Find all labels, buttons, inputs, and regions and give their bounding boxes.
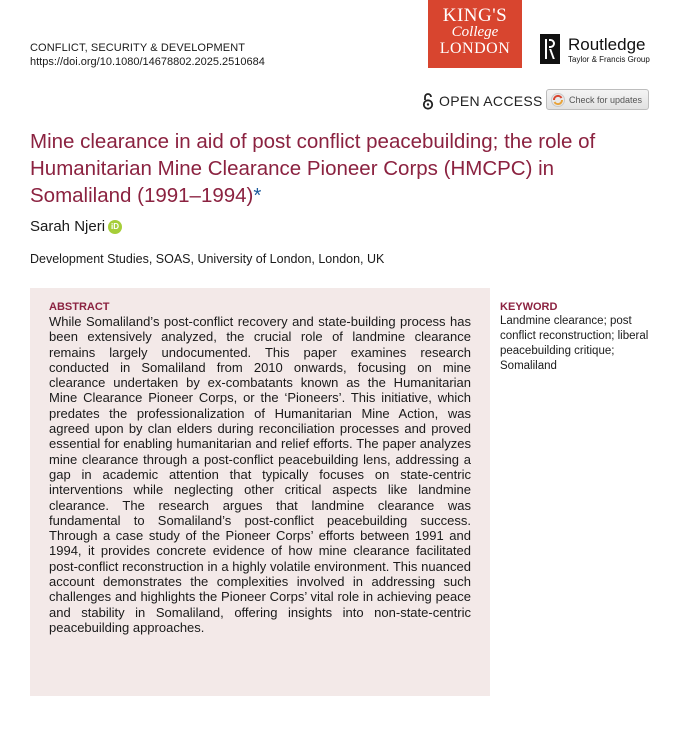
keyword-section	[500, 300, 650, 374]
open-access-badge	[421, 92, 543, 110]
doi-link[interactable]: https://doi.org/10.1080/14678802.2025.2510684	[30, 56, 265, 68]
author-name[interactable]: Sarah Njeri	[30, 218, 106, 235]
title-footnote-mark[interactable]: *	[253, 184, 262, 207]
abstract-heading: ABSTRACT	[49, 301, 110, 313]
kings-logo-line3: LONDON	[439, 40, 511, 57]
article-title-text: Mine clearance in aid of post conflict peacebuilding; the role of Humanitarian Mine Clearance Pioneer Corps (HMCPC) in Somaliland (1991–1994)	[30, 130, 596, 207]
kings-college-logo	[428, 0, 522, 68]
open-lock-icon	[421, 92, 435, 110]
orcid-icon[interactable]: iD	[108, 220, 122, 234]
routledge-mark-icon	[540, 34, 560, 64]
article-title	[30, 128, 650, 209]
kings-logo-line1: KING'S	[442, 5, 508, 26]
journal-name: CONFLICT, SECURITY & DEVELOPMENT	[30, 42, 246, 54]
check-for-updates-button[interactable]	[546, 89, 649, 110]
abstract-section	[30, 288, 490, 696]
journal-header	[30, 41, 265, 69]
check-updates-icon	[551, 93, 565, 107]
author-line	[30, 218, 122, 235]
affiliation: Development Studies, SOAS, University of London, London, UK	[30, 252, 385, 266]
kings-logo-line2: College	[451, 24, 499, 40]
keyword-heading: KEYWORD	[500, 301, 558, 313]
routledge-group: Taylor & Francis Group	[568, 55, 650, 64]
routledge-logo	[540, 32, 656, 68]
routledge-name: Routledge	[568, 35, 646, 54]
check-updates-label: Check for updates	[569, 94, 643, 105]
open-access-label: OPEN ACCESS	[439, 93, 543, 109]
abstract-text: While Somaliland’s post-conflict recovery and state-building process has been extensively analyzed, the crucial role of landmine clearance remains largely undocumented. This paper examines research conducted in Somaliland from 2010 onwards, focusing on mine clearance undertaken by ex-combatants known as the Humanitarian Mine Clearance Pioneer Corps, or the ‘Pioneers’. This initiative, which predates the professionalization of Humanitarian Mine Action, was agreed upon by clan elders during reconciliation processes and proved essential for enabling humanitarian and relief efforts. The paper analyzes mine clearance through a post-conflict peacebuilding lens, addressing a gap in academic attention that typically focuses on state-centric interventions while neglecting other critical aspects like landmine clearance. The research argues that landmine clearance was fundamental to Somaliland’s post-conflict peacebuilding success. Through a case study of the Pioneer Corps’ efforts between 1991 and 1994, it provides concrete evidence of how mine clearance facilitated post-conflict reconstruction in a highly volatile environment. This nuanced account demonstrates the complexities involved in addressing such challenges and highlights the Pioneer Corps’ vital role in achieving peace and stability in Somaliland, offering insights into non-state-centric peacebuilding approaches.	[49, 314, 471, 635]
keyword-text: Landmine clearance; post conflict reconstruction; liberal peacebuilding critique; Somaliland	[500, 315, 649, 372]
